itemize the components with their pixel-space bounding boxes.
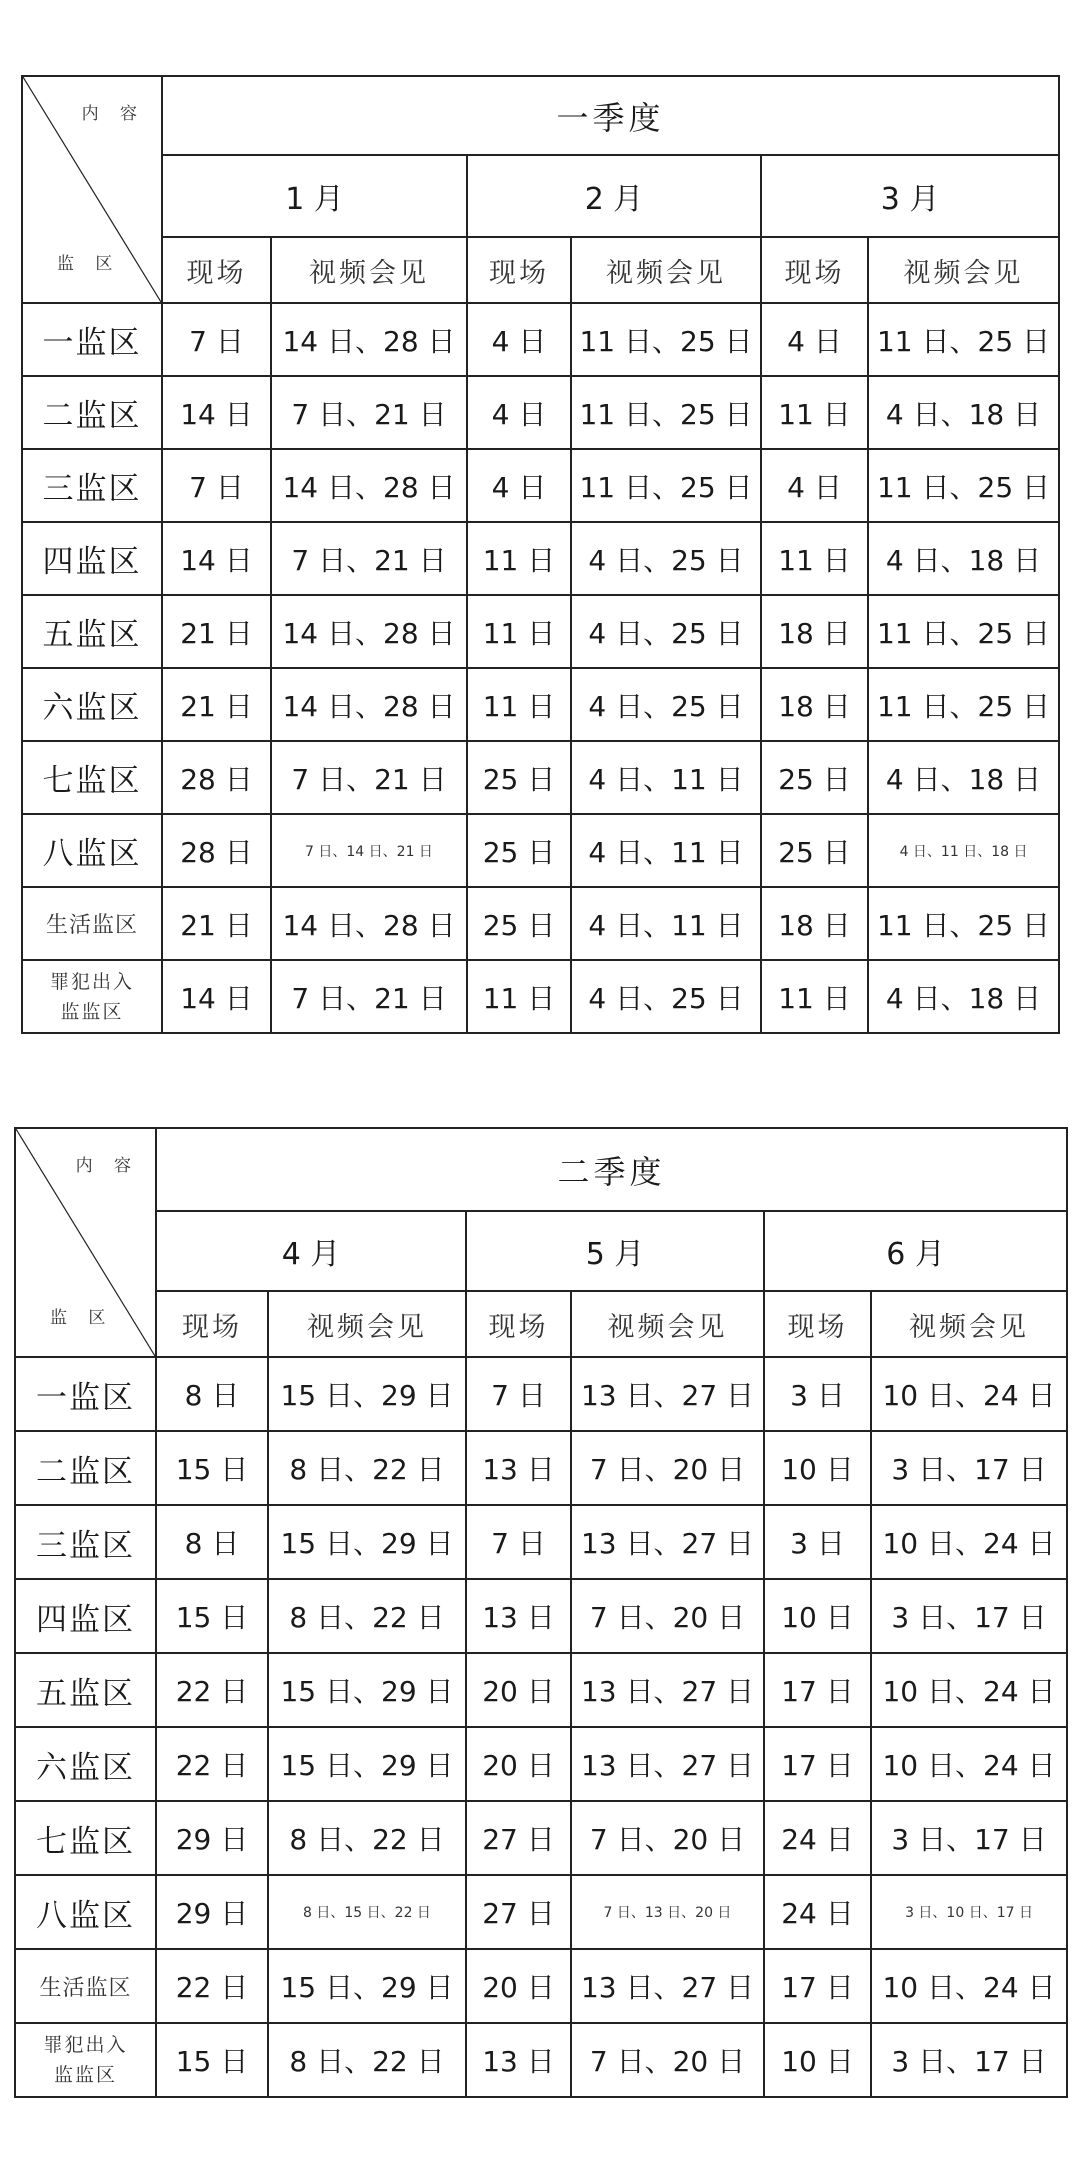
onsite-date-cell: 14 日 xyxy=(162,522,271,595)
onsite-date-cell: 22 日 xyxy=(156,1949,268,2023)
area-name-cell: 五监区 xyxy=(15,1653,156,1727)
video-visit-header: 视频会见 xyxy=(268,1291,466,1357)
onsite-date-cell: 29 日 xyxy=(156,1875,268,1949)
onsite-header: 现场 xyxy=(764,1291,871,1357)
video-date-cell: 7 日、14 日、21 日 xyxy=(271,814,467,887)
table-row xyxy=(22,595,1059,668)
video-date-cell: 4 日、11 日 xyxy=(571,814,761,887)
onsite-date-cell: 17 日 xyxy=(764,1653,871,1727)
video-visit-header: 视频会见 xyxy=(271,237,467,303)
area-name-cell: 四监区 xyxy=(22,522,162,595)
corner-header-cell xyxy=(22,76,162,303)
onsite-header: 现场 xyxy=(156,1291,268,1357)
onsite-date-cell: 8 日 xyxy=(156,1357,268,1431)
video-date-cell: 10 日、24 日 xyxy=(871,1727,1067,1801)
month-header: 1 月 xyxy=(162,155,467,237)
area-label: 监 区 xyxy=(57,254,121,274)
onsite-date-cell: 25 日 xyxy=(761,741,868,814)
onsite-date-cell: 3 日 xyxy=(764,1357,871,1431)
onsite-date-cell: 4 日 xyxy=(467,303,571,376)
onsite-date-cell: 29 日 xyxy=(156,1801,268,1875)
video-date-cell: 4 日、18 日 xyxy=(868,960,1059,1033)
schedule-table-q1 xyxy=(21,75,1060,1034)
area-name-cell: 二监区 xyxy=(22,376,162,449)
onsite-date-cell: 28 日 xyxy=(162,741,271,814)
video-date-cell: 7 日、20 日 xyxy=(571,1431,764,1505)
onsite-date-cell: 8 日 xyxy=(156,1505,268,1579)
onsite-date-cell: 7 日 xyxy=(466,1505,571,1579)
area-name-cell: 五监区 xyxy=(22,595,162,668)
onsite-header: 现场 xyxy=(467,237,571,303)
onsite-date-cell: 22 日 xyxy=(156,1653,268,1727)
onsite-date-cell: 18 日 xyxy=(761,887,868,960)
table-row xyxy=(15,1653,1067,1727)
video-date-cell: 10 日、24 日 xyxy=(871,1505,1067,1579)
onsite-date-cell: 20 日 xyxy=(466,1653,571,1727)
onsite-date-cell: 21 日 xyxy=(162,595,271,668)
onsite-date-cell: 11 日 xyxy=(761,960,868,1033)
table-row xyxy=(15,1875,1067,1949)
video-date-cell: 13 日、27 日 xyxy=(571,1653,764,1727)
onsite-date-cell: 10 日 xyxy=(764,2023,871,2097)
onsite-date-cell: 13 日 xyxy=(466,1431,571,1505)
onsite-date-cell: 4 日 xyxy=(761,303,868,376)
onsite-date-cell: 21 日 xyxy=(162,887,271,960)
onsite-date-cell: 13 日 xyxy=(466,2023,571,2097)
onsite-date-cell: 3 日 xyxy=(764,1505,871,1579)
area-name-cell: 六监区 xyxy=(15,1727,156,1801)
table-row xyxy=(15,1727,1067,1801)
video-date-cell: 14 日、28 日 xyxy=(271,449,467,522)
month-header: 3 月 xyxy=(761,155,1059,237)
table-row xyxy=(22,887,1059,960)
video-date-cell: 11 日、25 日 xyxy=(571,303,761,376)
area-name-cell: 三监区 xyxy=(22,449,162,522)
video-date-cell: 7 日、20 日 xyxy=(571,2023,764,2097)
onsite-date-cell: 7 日 xyxy=(162,303,271,376)
onsite-header: 现场 xyxy=(162,237,271,303)
onsite-date-cell: 18 日 xyxy=(761,668,868,741)
onsite-date-cell: 21 日 xyxy=(162,668,271,741)
onsite-date-cell: 25 日 xyxy=(467,814,571,887)
video-date-cell: 7 日、20 日 xyxy=(571,1801,764,1875)
onsite-date-cell: 20 日 xyxy=(466,1727,571,1801)
table-row xyxy=(15,1357,1067,1431)
area-name-cell: 七监区 xyxy=(22,741,162,814)
table-row xyxy=(15,1431,1067,1505)
month-header: 4 月 xyxy=(156,1211,466,1291)
video-date-cell: 14 日、28 日 xyxy=(271,887,467,960)
onsite-date-cell: 15 日 xyxy=(156,2023,268,2097)
table-row xyxy=(22,376,1059,449)
area-name-cell: 四监区 xyxy=(15,1579,156,1653)
onsite-date-cell: 27 日 xyxy=(466,1875,571,1949)
quarter-header: 二季度 xyxy=(156,1128,1067,1211)
video-visit-header: 视频会见 xyxy=(571,237,761,303)
video-date-cell: 11 日、25 日 xyxy=(868,303,1059,376)
onsite-date-cell: 10 日 xyxy=(764,1431,871,1505)
area-name-cell: 七监区 xyxy=(15,1801,156,1875)
onsite-header: 现场 xyxy=(466,1291,571,1357)
video-date-cell: 13 日、27 日 xyxy=(571,1357,764,1431)
month-header: 2 月 xyxy=(467,155,761,237)
video-date-cell: 7 日、21 日 xyxy=(271,741,467,814)
onsite-date-cell: 14 日 xyxy=(162,376,271,449)
video-date-cell: 4 日、25 日 xyxy=(571,960,761,1033)
table-row xyxy=(22,522,1059,595)
onsite-date-cell: 15 日 xyxy=(156,1431,268,1505)
video-date-cell: 10 日、24 日 xyxy=(871,1653,1067,1727)
area-name-cell: 八监区 xyxy=(22,814,162,887)
table-row xyxy=(15,1579,1067,1653)
video-date-cell: 4 日、18 日 xyxy=(868,741,1059,814)
table-row xyxy=(22,668,1059,741)
video-date-cell: 15 日、29 日 xyxy=(268,1949,466,2023)
onsite-header: 现场 xyxy=(761,237,868,303)
onsite-date-cell: 4 日 xyxy=(467,376,571,449)
video-date-cell: 4 日、11 日 xyxy=(571,887,761,960)
video-date-cell: 8 日、22 日 xyxy=(268,1431,466,1505)
video-date-cell: 3 日、17 日 xyxy=(871,1431,1067,1505)
video-date-cell: 14 日、28 日 xyxy=(271,303,467,376)
video-date-cell: 15 日、29 日 xyxy=(268,1727,466,1801)
onsite-date-cell: 27 日 xyxy=(466,1801,571,1875)
video-visit-header: 视频会见 xyxy=(868,237,1059,303)
video-date-cell: 11 日、25 日 xyxy=(868,887,1059,960)
video-date-cell: 4 日、18 日 xyxy=(868,522,1059,595)
table-row xyxy=(22,303,1059,376)
schedule-table-q2 xyxy=(14,1127,1068,2098)
onsite-date-cell: 14 日 xyxy=(162,960,271,1033)
onsite-date-cell: 10 日 xyxy=(764,1579,871,1653)
onsite-date-cell: 20 日 xyxy=(466,1949,571,2023)
quarter-header: 一季度 xyxy=(162,76,1059,155)
video-date-cell: 7 日、21 日 xyxy=(271,376,467,449)
video-date-cell: 8 日、22 日 xyxy=(268,1579,466,1653)
onsite-date-cell: 25 日 xyxy=(467,741,571,814)
onsite-date-cell: 24 日 xyxy=(764,1875,871,1949)
onsite-date-cell: 7 日 xyxy=(162,449,271,522)
video-date-cell: 4 日、25 日 xyxy=(571,522,761,595)
onsite-date-cell: 11 日 xyxy=(761,522,868,595)
video-date-cell: 13 日、27 日 xyxy=(571,1949,764,2023)
area-name-cell: 罪犯出入 监监区 xyxy=(15,2023,156,2097)
month-header: 6 月 xyxy=(764,1211,1067,1291)
content-label: 内 容 xyxy=(81,104,145,124)
video-date-cell: 7 日、21 日 xyxy=(271,960,467,1033)
video-date-cell: 8 日、22 日 xyxy=(268,1801,466,1875)
video-date-cell: 3 日、17 日 xyxy=(871,1579,1067,1653)
onsite-date-cell: 25 日 xyxy=(761,814,868,887)
onsite-date-cell: 4 日 xyxy=(761,449,868,522)
video-date-cell: 10 日、24 日 xyxy=(871,1949,1067,2023)
video-date-cell: 8 日、15 日、22 日 xyxy=(268,1875,466,1949)
video-date-cell: 4 日、25 日 xyxy=(571,595,761,668)
onsite-date-cell: 11 日 xyxy=(467,668,571,741)
video-visit-header: 视频会见 xyxy=(571,1291,764,1357)
video-date-cell: 10 日、24 日 xyxy=(871,1357,1067,1431)
area-name-cell: 二监区 xyxy=(15,1431,156,1505)
table-row xyxy=(15,1949,1067,2023)
onsite-date-cell: 15 日 xyxy=(156,1579,268,1653)
onsite-date-cell: 24 日 xyxy=(764,1801,871,1875)
area-name-cell: 生活监区 xyxy=(15,1949,156,2023)
onsite-date-cell: 11 日 xyxy=(467,960,571,1033)
area-name-cell: 罪犯出入 监监区 xyxy=(22,960,162,1033)
onsite-date-cell: 22 日 xyxy=(156,1727,268,1801)
table-row xyxy=(15,1801,1067,1875)
month-header: 5 月 xyxy=(466,1211,764,1291)
video-date-cell: 3 日、17 日 xyxy=(871,2023,1067,2097)
video-date-cell: 3 日、17 日 xyxy=(871,1801,1067,1875)
video-date-cell: 13 日、27 日 xyxy=(571,1505,764,1579)
onsite-date-cell: 4 日 xyxy=(467,449,571,522)
onsite-date-cell: 13 日 xyxy=(466,1579,571,1653)
onsite-date-cell: 11 日 xyxy=(467,522,571,595)
table-row xyxy=(22,814,1059,887)
video-date-cell: 13 日、27 日 xyxy=(571,1727,764,1801)
area-name-cell: 六监区 xyxy=(22,668,162,741)
onsite-date-cell: 7 日 xyxy=(466,1357,571,1431)
video-date-cell: 4 日、11 日 xyxy=(571,741,761,814)
video-date-cell: 15 日、29 日 xyxy=(268,1505,466,1579)
table-row xyxy=(15,2023,1067,2097)
table-row xyxy=(15,1505,1067,1579)
table-row xyxy=(22,741,1059,814)
video-visit-header: 视频会见 xyxy=(871,1291,1067,1357)
area-name-cell: 一监区 xyxy=(15,1357,156,1431)
video-date-cell: 4 日、18 日 xyxy=(868,376,1059,449)
video-date-cell: 15 日、29 日 xyxy=(268,1653,466,1727)
video-date-cell: 14 日、28 日 xyxy=(271,668,467,741)
content-label: 内 容 xyxy=(75,1156,139,1176)
area-label: 监 区 xyxy=(50,1308,114,1328)
video-date-cell: 3 日、10 日、17 日 xyxy=(871,1875,1067,1949)
table-row xyxy=(22,449,1059,522)
video-date-cell: 7 日、21 日 xyxy=(271,522,467,595)
video-date-cell: 7 日、20 日 xyxy=(571,1579,764,1653)
table-row xyxy=(22,960,1059,1033)
corner-header-cell xyxy=(15,1128,156,1357)
onsite-date-cell: 11 日 xyxy=(467,595,571,668)
video-date-cell: 4 日、11 日、18 日 xyxy=(868,814,1059,887)
video-date-cell: 8 日、22 日 xyxy=(268,2023,466,2097)
video-date-cell: 4 日、25 日 xyxy=(571,668,761,741)
area-name-cell: 一监区 xyxy=(22,303,162,376)
video-date-cell: 15 日、29 日 xyxy=(268,1357,466,1431)
onsite-date-cell: 11 日 xyxy=(761,376,868,449)
area-name-cell: 三监区 xyxy=(15,1505,156,1579)
onsite-date-cell: 17 日 xyxy=(764,1949,871,2023)
video-date-cell: 11 日、25 日 xyxy=(868,449,1059,522)
onsite-date-cell: 17 日 xyxy=(764,1727,871,1801)
onsite-date-cell: 25 日 xyxy=(467,887,571,960)
video-date-cell: 11 日、25 日 xyxy=(868,668,1059,741)
area-name-cell: 生活监区 xyxy=(22,887,162,960)
video-date-cell: 11 日、25 日 xyxy=(571,449,761,522)
onsite-date-cell: 28 日 xyxy=(162,814,271,887)
video-date-cell: 11 日、25 日 xyxy=(868,595,1059,668)
video-date-cell: 11 日、25 日 xyxy=(571,376,761,449)
video-date-cell: 14 日、28 日 xyxy=(271,595,467,668)
onsite-date-cell: 18 日 xyxy=(761,595,868,668)
area-name-cell: 八监区 xyxy=(15,1875,156,1949)
video-date-cell: 7 日、13 日、20 日 xyxy=(571,1875,764,1949)
